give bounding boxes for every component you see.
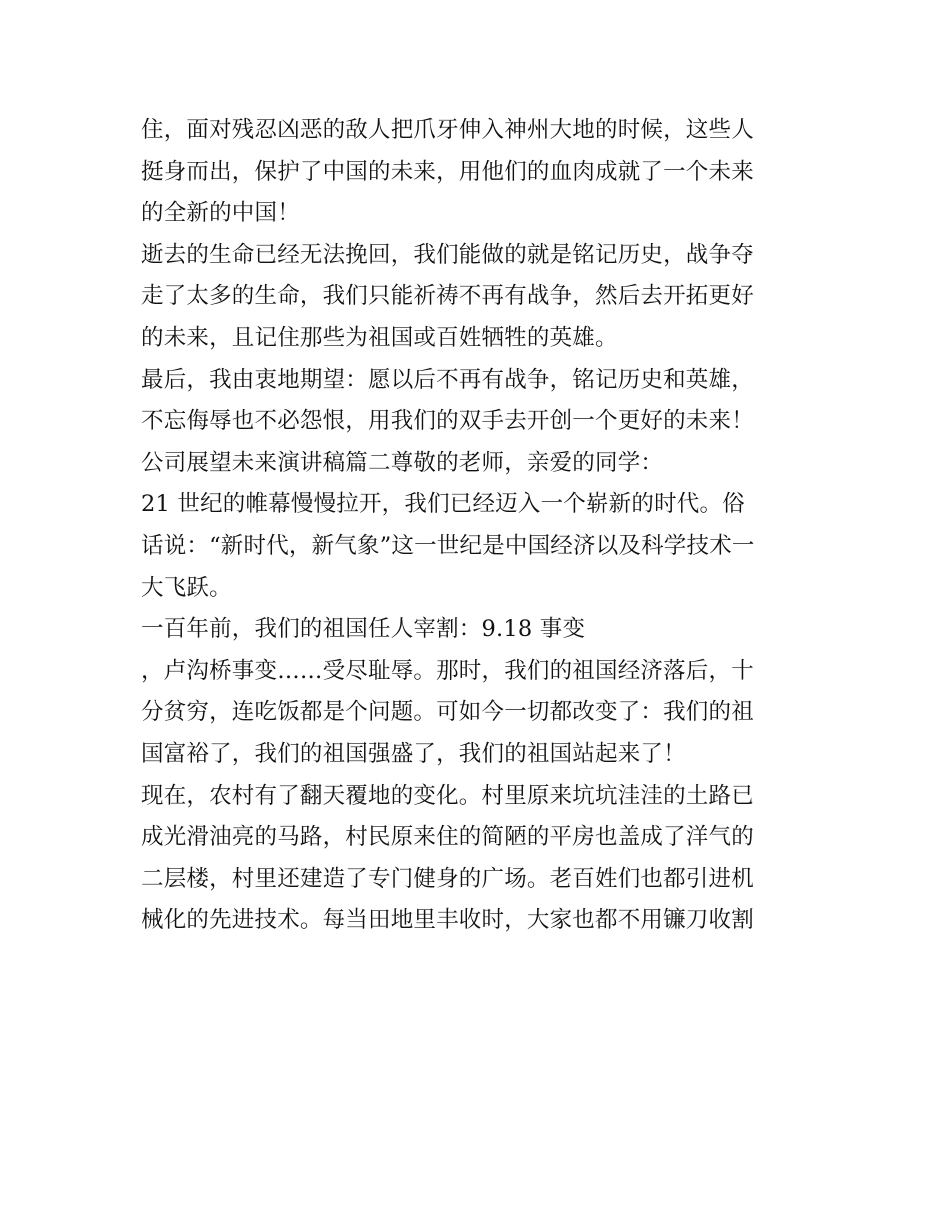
text-line: 的未来，且记住那些为祖国或百姓牺牲的英雄。	[141, 324, 618, 351]
text-line: 械化的先进技术。每当田地里丰收时，大家也都不用镰刀收割	[141, 907, 754, 934]
text-line: 话说：“新时代，新气象”这一世纪是中国经济以及科学技术一	[141, 532, 755, 559]
text-line: 挺身而出，保护了中国的未来，用他们的血肉成就了一个未来	[141, 158, 754, 185]
text-line: ，卢沟桥事变……受尽耻辱。那时，我们的祖国经济落后，十	[141, 657, 754, 684]
body-text	[141, 110, 821, 942]
text-line: 成光滑油亮的马路，村民原来住的简陋的平房也盖成了洋气的	[141, 824, 754, 851]
text-line: 二层楼，村里还建造了专门健身的广场。老百姓们也都引进机	[141, 865, 754, 892]
text-line: 一百年前，我们的祖国任人宰割：9.18 事变	[141, 616, 586, 643]
text-line: 分贫穷，连吃饭都是个问题。可如今一切都改变了：我们的祖	[141, 699, 754, 726]
text-line: 21 世纪的帷幕慢慢拉开，我们已经迈入一个崭新的时代。俗	[141, 491, 745, 518]
text-line: 住，面对残忍凶恶的敌人把爪牙伸入神州大地的时候，这些人	[141, 117, 754, 143]
text-line: 不忘侮辱也不必怨恨，用我们的双手去开创一个更好的未来！	[141, 408, 754, 435]
text-line: 走了太多的生命，我们只能祈祷不再有战争，然后去开拓更好	[141, 283, 754, 310]
text-line: 最后，我由衷地期望：愿以后不再有战争，铭记历史和英雄，	[141, 366, 754, 393]
text-line: 现在，农村有了翻天覆地的变化。村里原来坑坑洼洼的土路已	[141, 782, 754, 809]
text-line: 逝去的生命已经无法挽回，我们能做的就是铭记历史，战争夺	[141, 241, 754, 268]
text-line: 大飞跃。	[141, 574, 232, 601]
text-line: 公司展望未来演讲稿篇二尊敬的老师，亲爱的同学：	[141, 449, 664, 476]
text-line: 国富裕了，我们的祖国强盛了，我们的祖国站起来了！	[141, 740, 686, 767]
text-line: 的全新的中国！	[141, 200, 300, 227]
